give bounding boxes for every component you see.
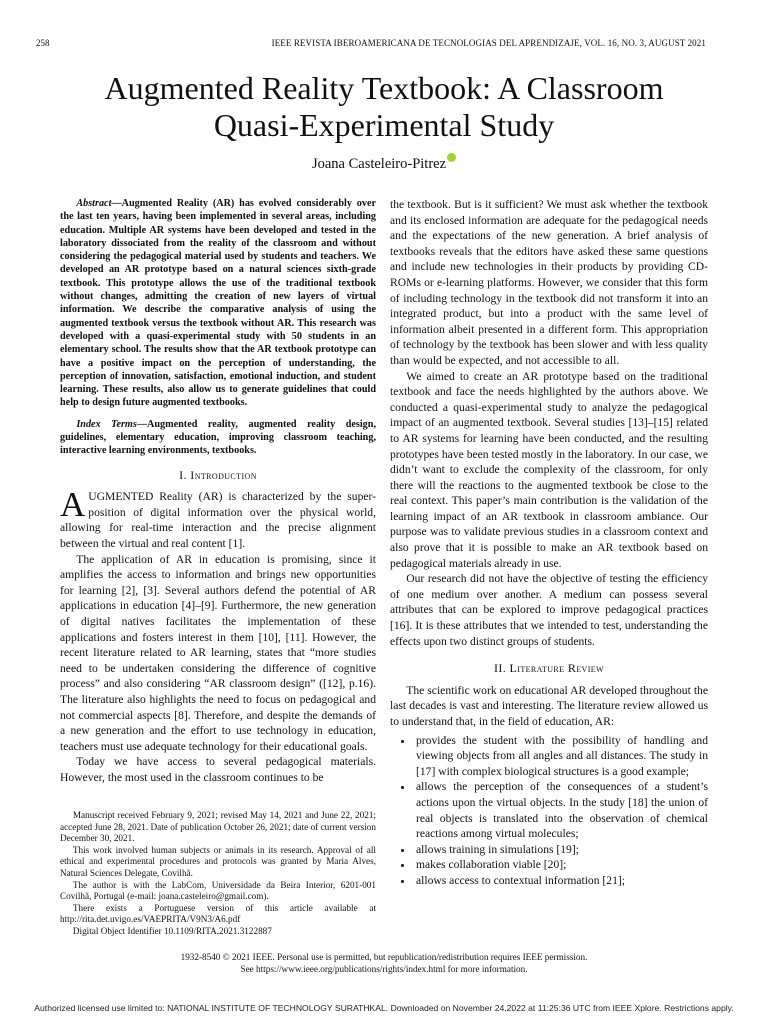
abstract: Abstract—Augmented Reality (AR) has evolved considerably over the last ten years, having been implemented in several areas, including education. Multiple AR systems have been developed and tested in the laboratory dissociated from the reality of the classroom and without considering the pedagogical material used by students and teachers. We developed an AR prototype based on a natural sciences sixth-grade textbook. This prototype allows the use of the traditional textbook without changes, admitting the creation of new layers of virtual information. We describe the comparative analysis of using the augmented textbook versus the textbook without AR. This research was developed with a quasi-experimental study with 50 students in an elementary school. The results show that the AR textbook prototype can have a positive impact on the perception of understanding, the perception of innovation, satisfaction, emotional induction, and student learning. These results, also allow us to generate guidelines that could help to design future augmented textbooks. (60, 198, 376, 409)
intro-paragraph-2: The application of AR in education is promising, since it amplifies the access to information and brings new opportunities for learning [2], [3]. Several authors defend the potential of AR applications in education [4]–[9]. Furthermore, the new generation of digital natives facilitates the implementation of these applications and fosters interest in them [10], [11]. However, the recent literature related to AR learning, states that “more studies need to be undertaken considering the difference of cognitive process” and also considering “AR classroom design” ([12], p.16). The literature also highlights the need to focus on pedagogical and not commercial aspects [8]. Therefore, and despite the demands of a new generation and the effort to use technology in education, teachers must use adequate technology for their educational goals. (60, 552, 376, 753)
index-terms-label: Index Terms (76, 418, 137, 430)
section-heading-introduction: I. Introduction (179, 467, 257, 482)
footnote-ethics: This work involved human subjects or animals in its research. Approval of all ethical and experimental procedures and protocols was granted by Maria Alves, Natural Sciences Delegate, Covilhã. (60, 844, 376, 878)
abstract-text: Augmented Reality (AR) has evolved considerably over the last ten years, having been implemented in several areas, including education. Multiple AR systems have been developed and tested in the laboratory dissociated from the reality of the classroom and without considering the pedagogical material used by students and teachers. We developed an AR prototype based on a natural sciences sixth-grade textbook. This prototype allows the use of the traditional textbook without changes, admitting the creation of new layers of virtual information. We describe the comparative analysis of using the augmented textbook versus the textbook without AR. This research was developed with a quasi-experimental study with 50 students in an elementary school. The results show that the AR textbook prototype can have a positive impact on the perception of understanding, the perception of innovation, satisfaction, emotional induction, and student learning. These results, also allow us to generate guidelines that could help to design future augmented textbooks. (60, 198, 376, 409)
section-heading-literature-review: II. Literature Review (493, 661, 605, 676)
footnotes (60, 810, 376, 938)
author-name: Joana Casteleiro-Pitrez (311, 156, 447, 172)
running-head: IEEE REVISTA IBEROAMERICANA DE TECNOLOGIAS DEL APRENDIZAJE, VOL. 16, NO. 3, AUGUST 2021 (271, 38, 706, 48)
literature-paragraph-1: The scientific work on educational AR developed throughout the last decades is vast and interesting. The literature review allowed us to understand that, in the field of education, AR: (390, 683, 708, 728)
left-column (60, 197, 376, 786)
index-terms: Index Terms—Augmented reality, augmented reality design, guidelines, elementary education, improving classroom teaching, interactive learning environments, textbooks. (60, 418, 376, 457)
list-item: • provides the student with the possibility of handling and viewing objects from all angles and all distances. The study in [17] with complex biological structures is a good example; (414, 733, 708, 780)
page-number: 258 (36, 38, 50, 48)
list-item: • allows the perception of the consequences of a student’s actions upon the virtual objects. In the study [18] the union of real objects is translated into the observation of chemical reactions among virtual molecules; (414, 779, 708, 841)
footnote-affiliation: The author is with the LabCom, Universidade da Beira Interior, 6201-001 Covilhã, Portugal (e-mail: joana.casteleiro@gmail.com). (60, 879, 376, 902)
list-item: • allows access to contextual information [21]; (414, 873, 708, 889)
title-line-1: Augmented Reality Textbook: A Classroom (104, 70, 664, 106)
abstract-label: Abstract (76, 198, 112, 209)
intro-paragraph-1 (60, 485, 376, 551)
copyright-notice (60, 952, 708, 975)
footnote-portuguese-version: There exists a Portuguese version of this article available at http://rita.det.uvigo.es/VAEPRITA/V9N3/A6.pdf (60, 902, 376, 925)
copyright-line-2: See https://www.ieee.org/publications/rights/index.html for more information. (240, 963, 528, 974)
authorized-use-notice: Authorized licensed use limited to: NATIONAL INSTITUTE OF TECHNOLOGY SURATHKAL. Downloaded on November 24,2022 at 11:25:36 UTC from IEEE Xplore. Restrictions apply. (34, 1003, 734, 1013)
author-line (0, 153, 768, 173)
intro-paragraph-1-text: UGMENTED Reality (AR) is characterized by the super-position of digital information over the physical world, allowing for real-time interaction and the precise alignment between the virtual and real content [1]. (60, 490, 376, 551)
title-line-2: Quasi-Experimental Study (213, 107, 555, 143)
paper-title (0, 70, 768, 144)
list-item: • allows training in simulations [19]; (414, 842, 708, 858)
intro-paragraph-3: Today we have access to several pedagogical materials. However, the most used in the classroom continues to be (60, 755, 376, 784)
index-terms-text: Augmented reality, augmented reality design, guidelines, elementary education, improving classroom teaching, interactive learning environments, textbooks. (60, 418, 376, 457)
ar-benefits-list (390, 733, 708, 889)
orcid-icon[interactable] (447, 153, 456, 162)
drop-cap: A (60, 485, 86, 525)
right-column (390, 197, 708, 889)
body-paragraph-1: the textbook. But is it sufficient? We must ask whether the textbook and its enclosed information are adequate for the pedagogical needs and the expectations of the new generation. A brief analysis of textbooks reveals that the editors have asked these same questions and include new technologies in their products by providing CD-ROMs or e-learning platforms. However, we consider that this form of including technology in the textbook did not transform it into an integrated product, but into a product with the same level of information albeit presented in a different form. This appropriation of technology by the textbook has been slower and with less quality than would be expected, and not accessible to all. (390, 198, 708, 367)
list-item: • makes collaboration viable [20]; (414, 857, 708, 873)
footnote-doi: Digital Object Identifier 10.1109/RITA.2021.3122887 (72, 925, 272, 936)
footnote-manuscript: Manuscript received February 9, 2021; revised May 14, 2021 and June 22, 2021; accepted June 28, 2021. Date of publication October 26, 2021; date of current version December 30, 2021. (60, 810, 376, 844)
body-paragraph-2: We aimed to create an AR prototype based on the traditional textbook and face the needs highlighted by the authors above. We conducted a quasi-experimental study to analyze the pedagogical impact of an augmented textbook. Several studies [13]–[15] related to AR systems for learning have been conducted, and the resulting prototypes have been tested mostly in the laboratory. In our case, we didn’t want to exclude the complexity of the classroom, for only there will the reactions to the augmented textbook be close to the real context. This paper’s main contribution is the validation of the learning impact of an AR textbook in classroom ambiance. Our purpose was to validate previous studies in a classroom context and also prove that it is possible to make an AR textbook based on pedagogical materials already in use. (390, 369, 708, 570)
body-paragraph-3: Our research did not have the objective of testing the efficiency of one medium over another. A medium can possess several attributes that can be explored to improve pedagogical practices [16]. It is these attributes that we intended to test, understanding the effects upon two distinct groups of students. (390, 572, 708, 648)
copyright-line-1: 1932-8540 © 2021 IEEE. Personal use is permitted, but republication/redistribution requires IEEE permission. (180, 952, 588, 962)
